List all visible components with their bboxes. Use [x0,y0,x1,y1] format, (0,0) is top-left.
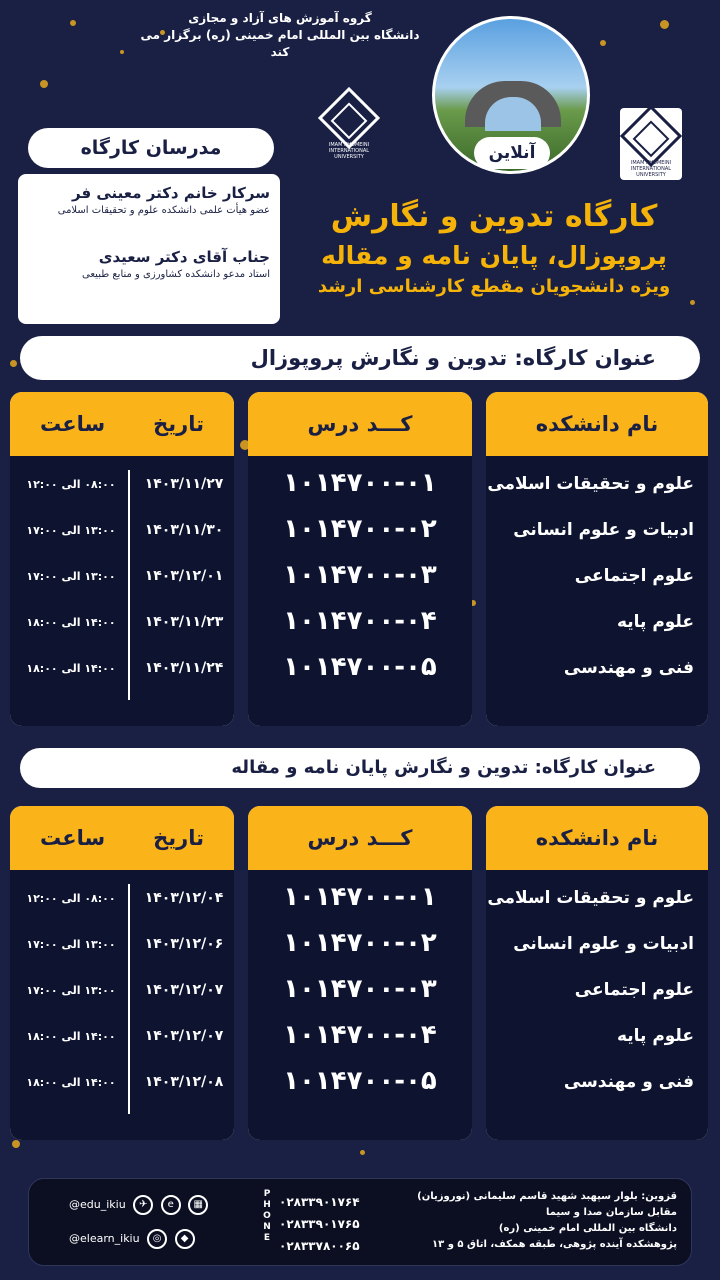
rubika-icon[interactable]: ◆ [175,1229,195,1249]
course-code-cell: ۱۰۱۴۷۰۰-۰۲ [283,514,437,544]
phone-number[interactable]: ۰۲۸۳۳۹۰۱۷۶۵ [279,1217,360,1231]
faculty-cell: علوم پایه [616,612,694,632]
time-cell: ۱۴:۰۰ الی ۱۸:۰۰ [26,616,116,629]
faculty-column-2 [486,806,708,1140]
date-cell: ۱۴۰۳/۱۲/۰۷ [144,982,224,998]
faculty-cell: ادبیات و علوم انسانی [513,934,694,954]
phone-numbers [279,1191,399,1257]
section-1-title: عنوان کارگاه: تدوین و نگارش پروپوزال [20,336,700,380]
faculty-column-1 [486,392,708,726]
time-cell: ۱۴:۰۰ الی ۱۸:۰۰ [26,1030,116,1043]
social-handle-1[interactable]: @edu_ikiu [69,1198,126,1211]
faculty-cell: علوم پایه [616,1026,694,1046]
course-code-cell: ۱۰۱۴۷۰۰-۰۵ [283,1066,437,1096]
main-title [294,196,694,300]
faculty-cell: علوم و تحقیقات اسلامی [487,888,694,908]
course-code-cell: ۱۰۱۴۷۰۰-۰۲ [283,928,437,958]
code-column-1 [248,392,472,726]
university-logo-left: IMAM KHOMEINI INTERNATIONAL UNIVERSITY [318,90,380,162]
university-logo-right: IMAM KHOMEINI INTERNATIONAL UNIVERSITY [620,108,682,180]
date-cell: ۱۴۰۳/۱۲/۰۸ [144,1074,224,1090]
telegram-icon[interactable]: ✈ [133,1195,153,1215]
faculty-cell: فنی و مهندسی [563,658,694,678]
phone-number[interactable]: ۰۲۸۳۳۹۰۱۷۶۴ [279,1195,360,1209]
date-cell: ۱۴۰۳/۱۲/۰۱ [144,568,224,584]
date-header: تاریخ [153,826,204,850]
code-column-2 [248,806,472,1140]
course-code-cell: ۱۰۱۴۷۰۰-۰۴ [283,606,437,636]
instructor-name: سرکار خانم دکتر معینی فر [71,184,270,202]
time-header: ساعت [40,826,106,850]
social-handle-2[interactable]: @elearn_ikiu [69,1232,140,1245]
date-header: تاریخ [153,412,204,436]
date-cell: ۱۴۰۳/۱۱/۲۷ [144,476,224,492]
address: قزوین: بلوار سپهبد شهید قاسم سلیمانی (نوروزیان) مقابل سازمان صدا و سیما دانشگاه بین المللی امام خمینی (ره) پژوهشکده آینده پژوهی، طبقه همکف، اتاق ۵ و ۱۳ [417,1191,677,1250]
date-cell: ۱۴۰۳/۱۲/۰۶ [144,936,224,952]
instructors-title: مدرسان کارگاه [28,128,274,168]
datetime-column-1 [10,392,234,726]
main-title-line-2: پروپوزال، پایان نامه و مقاله [321,241,667,270]
footer [28,1178,692,1266]
org-line-2: دانشگاه بین المللی امام خمینی (ره) برگزار می کند [140,28,420,59]
phone-label: PHONE [263,1189,271,1243]
bale-icon[interactable]: ▦ [188,1195,208,1215]
code-header: کـــد درس [248,392,472,456]
time-cell: ۰۸:۰۰ الی ۱۲:۰۰ [26,478,116,491]
time-cell: ۰۸:۰۰ الی ۱۲:۰۰ [26,892,116,905]
time-cell: ۱۳:۰۰ الی ۱۷:۰۰ [26,984,116,997]
course-code-cell: ۱۰۱۴۷۰۰-۰۳ [283,560,437,590]
university-emblem-icon [620,105,682,167]
university-emblem-icon [318,87,380,149]
time-cell: ۱۳:۰۰ الی ۱۷:۰۰ [26,524,116,537]
eitaa-icon[interactable]: e [161,1195,181,1215]
social-row-1 [69,1195,208,1215]
instagram-icon[interactable]: ◎ [147,1229,167,1249]
faculty-header: نام دانشکده [486,392,708,456]
time-cell: ۱۳:۰۰ الی ۱۷:۰۰ [26,570,116,583]
code-header: کـــد درس [248,806,472,870]
date-cell: ۱۴۰۳/۱۲/۰۷ [144,1028,224,1044]
faculty-cell: علوم اجتماعی [574,566,694,586]
course-code-cell: ۱۰۱۴۷۰۰-۰۱ [283,468,437,498]
faculty-cell: فنی و مهندسی [563,1072,694,1092]
date-cell: ۱۴۰۳/۱۱/۲۴ [144,660,224,676]
instructor-desc: عضو هیأت علمی دانشکده علوم و تحقیقات اسلامی [57,205,270,216]
time-cell: ۱۳:۰۰ الی ۱۷:۰۰ [26,938,116,951]
faculty-cell: علوم اجتماعی [574,980,694,1000]
course-code-cell: ۱۰۱۴۷۰۰-۰۱ [283,882,437,912]
section-2-title: عنوان کارگاه: تدوین و نگارش پایان نامه و مقاله [20,748,700,788]
date-cell: ۱۴۰۳/۱۲/۰۴ [144,890,224,906]
instructor-desc: استاد مدعو دانشکده کشاورزی و منابع طبیعی [82,269,270,280]
phone-number[interactable]: ۰۲۸۳۳۷۸۰۰۶۵ [279,1239,360,1253]
social-row-2 [69,1229,195,1249]
faculty-cell: ادبیات و علوم انسانی [513,520,694,540]
faculty-cell: علوم و تحقیقات اسلامی [487,474,694,494]
org-line-1: گروه آموزش های آزاد و مجازی [188,11,372,25]
date-cell: ۱۴۰۳/۱۱/۳۰ [144,522,224,538]
main-title-line-3: ویژه دانشجویان مقطع کارشناسی ارشد [317,276,671,297]
instructor-name: جناب آقای دکتر سعیدی [98,248,270,266]
faculty-header: نام دانشکده [486,806,708,870]
date-cell: ۱۴۰۳/۱۱/۲۳ [144,614,224,630]
instructors-box [18,174,280,324]
time-cell: ۱۴:۰۰ الی ۱۸:۰۰ [26,662,116,675]
course-code-cell: ۱۰۱۴۷۰۰-۰۴ [283,1020,437,1050]
time-header: ساعت [40,412,106,436]
course-code-cell: ۱۰۱۴۷۰۰-۰۵ [283,652,437,682]
main-title-line-1: کارگاه تدوین و نگارش [330,199,658,234]
datetime-column-2 [10,806,234,1140]
online-badge: آنلاین [474,137,550,169]
organizer-text [130,10,430,61]
course-code-cell: ۱۰۱۴۷۰۰-۰۳ [283,974,437,1004]
time-cell: ۱۴:۰۰ الی ۱۸:۰۰ [26,1076,116,1089]
